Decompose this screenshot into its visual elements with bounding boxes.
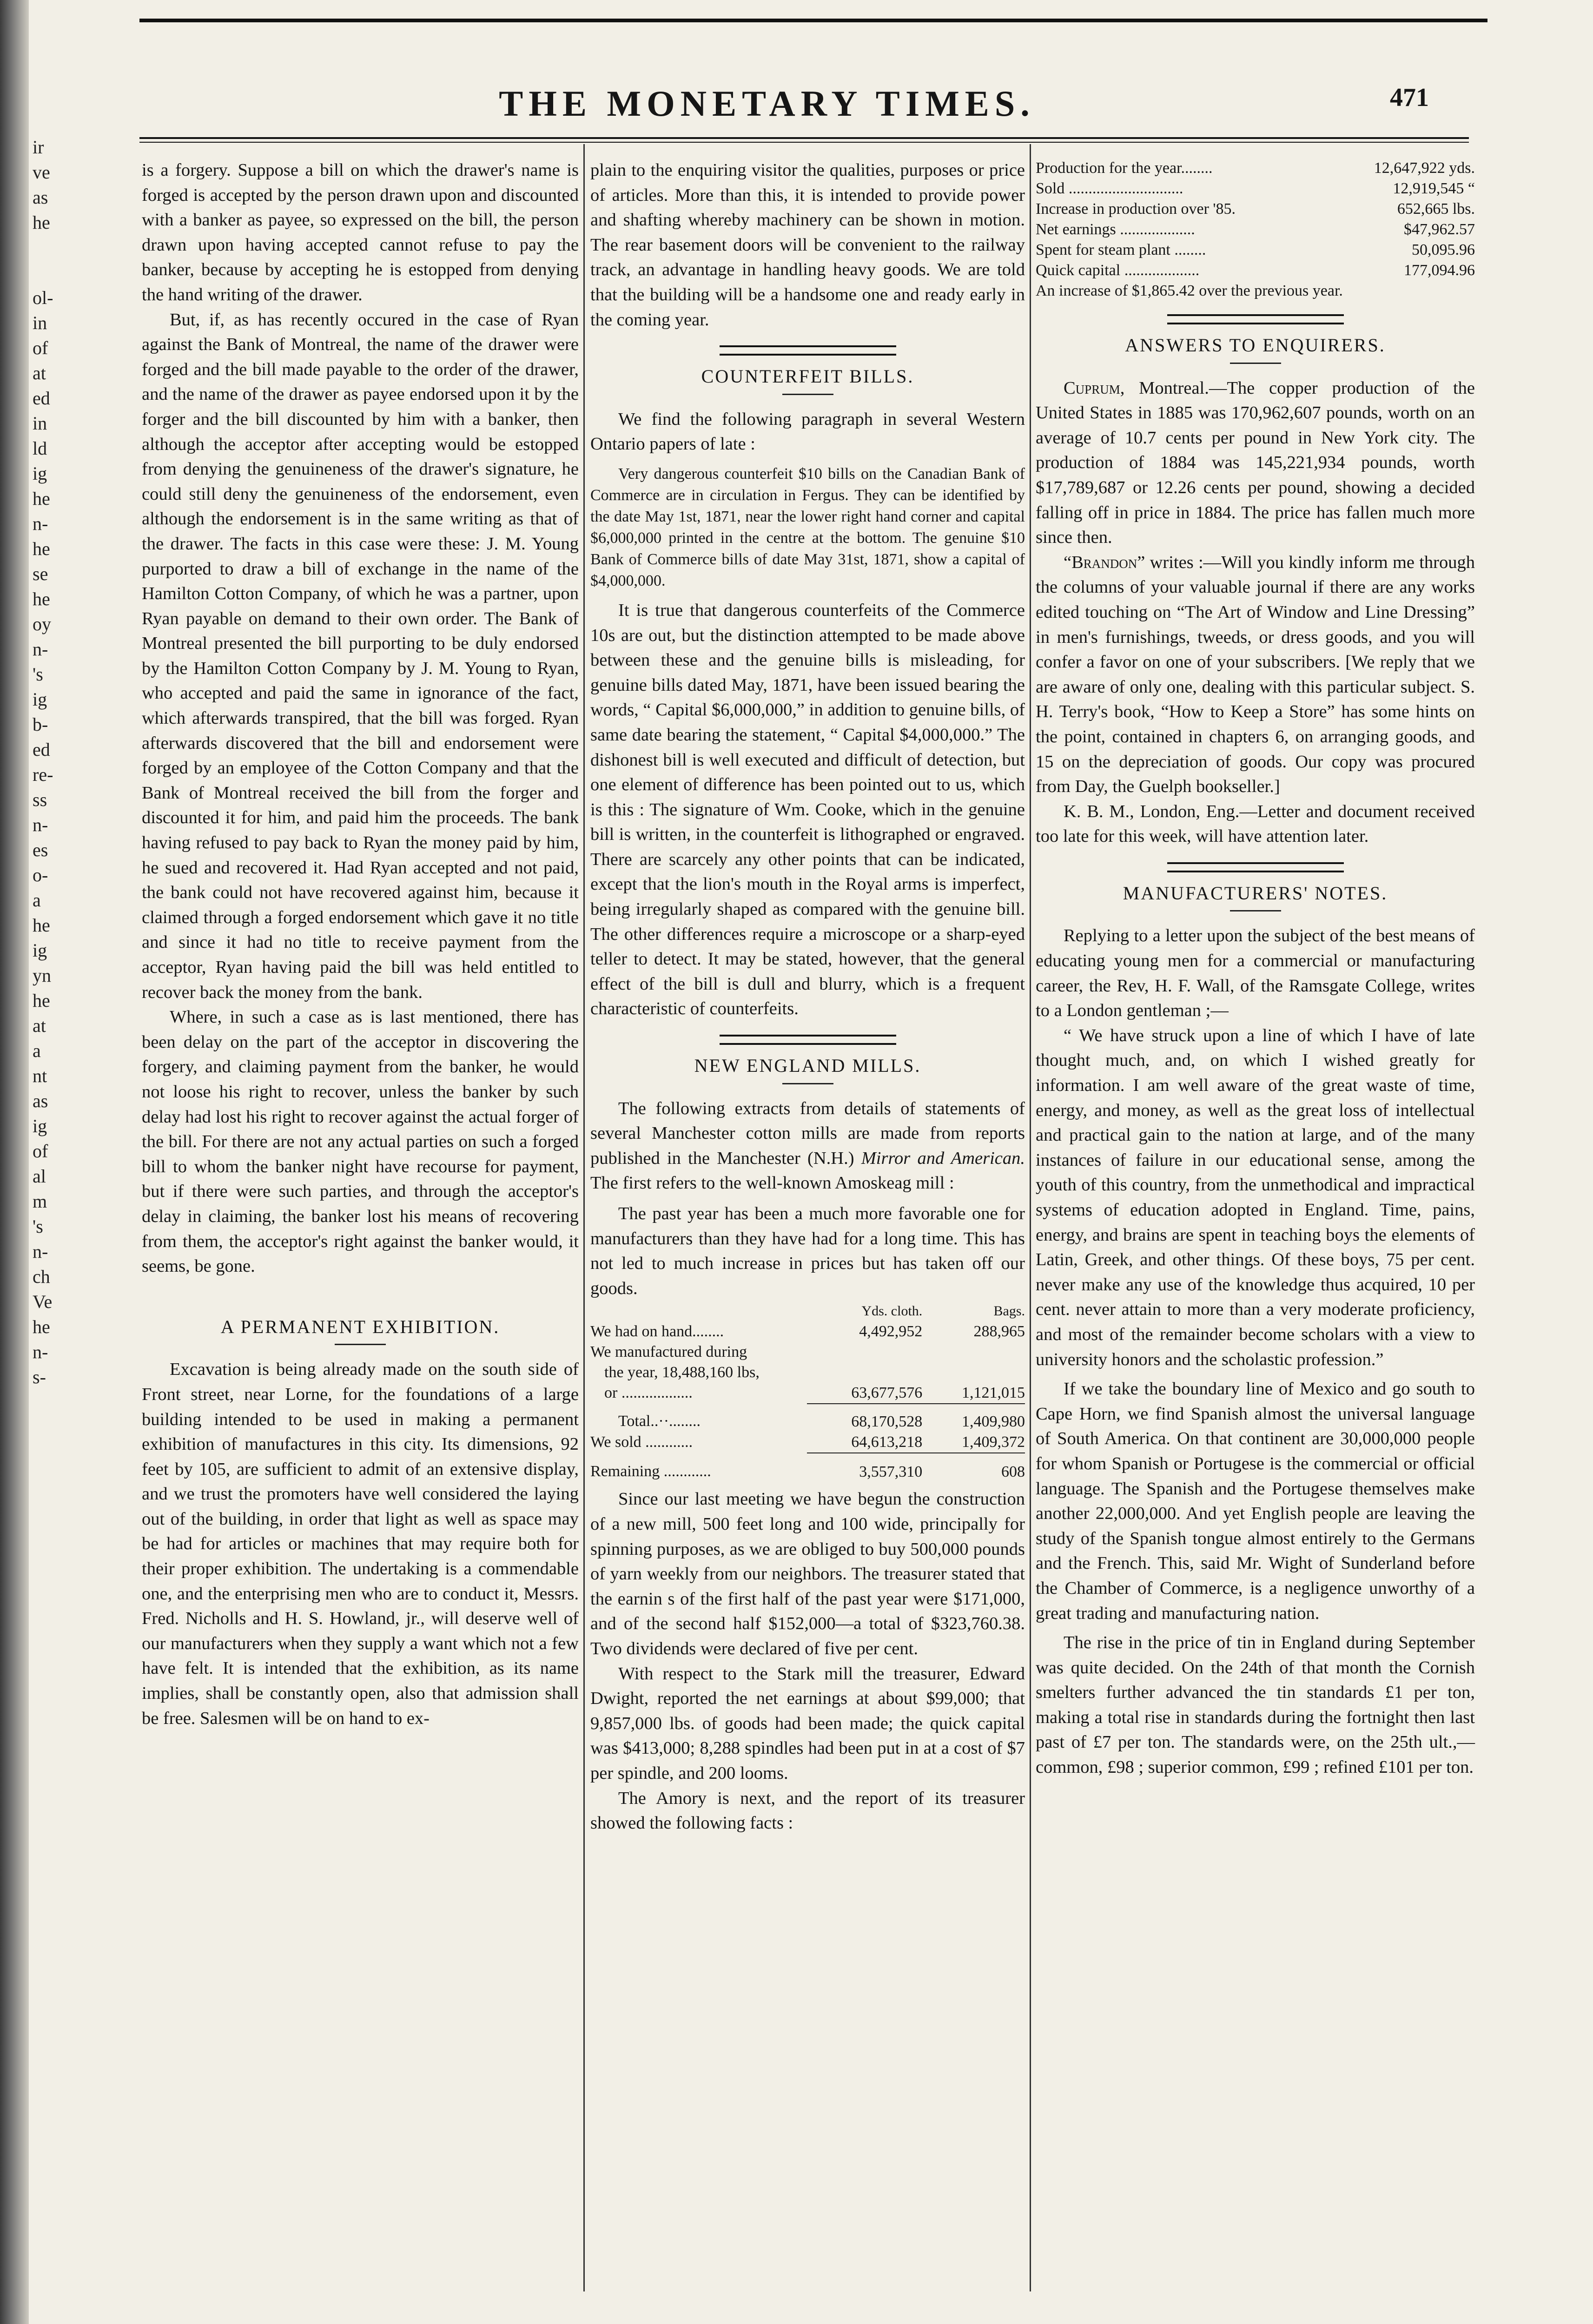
- margin-fragment: ss: [33, 789, 47, 810]
- margin-fragment: he: [33, 1316, 50, 1337]
- margin-fragment: he: [33, 990, 50, 1011]
- amory-statistics: [1036, 158, 1475, 301]
- stat-row: Net earnings ................... $47,962.57: [1036, 221, 1475, 238]
- column-divider-2: [1030, 144, 1031, 2291]
- answer-brandon: “Brandon” writes :—Will you kindly inform me through the columns of your valuable journal if there are any works edited touching on “The Art of Window and Line Dressing” in men's furnishings, tweeds, or dress goods, and you will confer a favor on one of your subscribers. [We reply that we are aware of only one, dealing with this particular subject. S. H. Terry's book, “How to Keep a Store” has some hints on the point, contained in chapters 6, on arranging goods, and 15 on the depreciation of goods. Our copy was procured from Day, the Guelph bookseller.]: [1036, 552, 1475, 797]
- margin-fragment: ed: [33, 739, 50, 760]
- table-row: the year, 18,488,160 lbs,: [604, 1364, 760, 1381]
- top-edge-rule: [139, 19, 1487, 22]
- table-row: or .................. 63,677,576 1,121,015: [604, 1384, 1025, 1402]
- margin-fragment: he: [33, 538, 50, 559]
- column-divider-1: [583, 144, 585, 2291]
- heading-manufacturers-notes: MANUFACTURERS' NOTES.: [1123, 882, 1388, 904]
- margin-fragment: se: [33, 563, 48, 584]
- margin-fragment: at: [33, 363, 46, 383]
- section-double-rule: [720, 1035, 896, 1045]
- heading-counterfeit-bills: COUNTERFEIT BILLS.: [701, 366, 914, 387]
- margin-fragment: a: [33, 1040, 41, 1061]
- exhibition-continued: plain to the enquiring visitor the qualities, purposes or price of articles. More than this, it is intended to provide power and shafting whereby machinery can be shown in motion. The rear basement doors will be convenient to the railway track, an advantage in handling heavy goods. We are told that the building will be a handsome one and ready early in the coming year.: [590, 160, 1025, 330]
- margin-fragment: n-: [33, 513, 48, 534]
- heading-underline: [335, 1344, 386, 1345]
- tin-paragraph: The rise in the price of tin in England during September was quite decided. On the 24th of that month the Cornish smelters further advanced the tin standards £1 per ton, making a total rise in standards during the fortnight then last past of £7 per ton. The standards were, on the 25th ult.,—common, £98 ; superior common, £99 ; refined £101 per ton.: [1036, 1633, 1475, 1777]
- exhibition-paragraph: Excavation is being already made on the south side of Front street, near Lorne, for the foundations of a large building intended to be used in making a permanent exhibition of manufactures in this city. Its dimensions, 92 feet by 105, are sufficient to admit of an extensive display, and we trust the promoters have well considered the laying out of the building, in order that light as well as space may be had for articles or machines that may require both for their proper exhibition. The undertaking is a commendable one, and the enterprising men who are to conduct it, Messrs. Fred. Nicholls and H. S. Howland, jr., will deserve well of our manufacturers when they supply a want which not a few have felt. It is intended that the exhibition, as its name implies, shall be constantly open, also that admission shall be free. Salesmen will be on hand to ex-: [142, 1360, 579, 1728]
- table-row: Total..··........ 68,170,528 1,409,980: [590, 1404, 1025, 1432]
- section-double-rule: [1167, 862, 1344, 872]
- margin-fragment: 's: [33, 664, 43, 685]
- header-rule: [139, 137, 1469, 143]
- heading-underline: [1230, 363, 1281, 364]
- amoskeag-table: [590, 1301, 1025, 1482]
- margin-fragment: oy: [33, 614, 51, 634]
- margin-fragment: ig: [33, 463, 47, 484]
- margin-fragment: s-: [33, 1367, 46, 1387]
- answer-kbm: K. B. M., London, Eng.—Letter and document received too late for this week, will have attention later.: [1036, 801, 1475, 846]
- margin-fragment: n-: [33, 639, 48, 660]
- margin-fragment: ig: [33, 1116, 47, 1136]
- margin-fragment: yn: [33, 965, 51, 986]
- stat-row: Sold ............................. 12,919,545 “: [1036, 180, 1475, 197]
- margin-fragment: nt: [33, 1065, 47, 1086]
- spanish-paragraph: If we take the boundary line of Mexico and go south to Cape Horn, we find Spanish almost the universal language of South America. On that continent are 30,000,000 people for whom Spanish or Portugese is the commercial or official language. The Spanish and the Portugese themselves make another 22,000,000. And yet English people are leaving the study of the Spanish tongue almost entirely to the Germans and the French. This, said Mr. Wight of Sunderland before the Chamber of Commerce, is a negligence unworthy of a great trading and manufacturing nation.: [1036, 1379, 1475, 1623]
- answer-cuprum: Cuprum, Montreal.—The copper production of the United States in 1885 was 170,962,607 pounds, worth on an average of 10.7 cents per pound in New York city. The production of 1884 was 145,221,934 pounds, worth $17,789,687 or 12.26 cents per pound, showing a decided falling off in price in 1884. The price has fallen much more since then.: [1036, 378, 1475, 548]
- heading-underline: [782, 394, 833, 395]
- column-1: [142, 158, 579, 1731]
- margin-fragment: in: [33, 312, 47, 333]
- table-row: Remaining ............ 3,557,310 608: [590, 1453, 1025, 1482]
- margin-fragment: he: [33, 488, 50, 509]
- margin-fragment: ir: [33, 137, 44, 158]
- forgery-paragraph-2: But, if, as has recently occured in the case of Ryan against the Bank of Montreal, the name of the drawer were forged and the bill made payable to the order of the drawer, and the name of the drawer as payee endorsed upon it by the forger and the bill discounted by him with a banker, then although the acceptor after accepting would be estopped from denying the genuineness of the drawer's signature, he could still deny the genuineness of the endorsement, even although the endorsement is in the same writing as that of the drawer. The facts in this case were these: J. M. Young purported to draw a bill of exchange in the name of the Hamilton Cotton Company, of which he was a partner, upon Ryan payable on demand to their own order. The Bank of Montreal presented the bill purporting to be duly endorsed by the Hamilton Cotton Company by J. M. Young to Ryan, who accepted and paid the same in ignorance of the fact, which afterwards transpired, that the bill was forged. Ryan afterwards discovered that the bill and endorsement were forged by an employee of the Cotton Company and that the Bank of Montreal received the bill from the forger and discounted it for him, and paid him the proceeds. The bank having refused to pay back to Ryan the money paid by him, he sued and recovered it. Had Ryan accepted and not paid, the bank could not have recovered against him, because it claimed through a forged endorsement which gave it no title and since it had no title to receive payment from the acceptor, Ryan having paid the bill was held entitled to recover back the money from the bank.: [142, 310, 579, 1002]
- table-row: We had on hand........ 4,492,952 288,965: [590, 1323, 1025, 1340]
- heading-answers-to-enquirers: ANSWERS TO ENQUIRERS.: [1125, 335, 1386, 356]
- heading-new-england-mills: NEW ENGLAND MILLS.: [694, 1055, 921, 1076]
- margin-fragment: 's: [33, 1216, 43, 1237]
- heading-underline: [782, 1083, 833, 1084]
- margin-fragment: a: [33, 890, 41, 911]
- heading-underline: [1230, 910, 1281, 911]
- forgery-paragraph-1: is a forgery. Suppose a bill on which the drawer's name is forged is accepted by the person drawn upon and discounted with a banker as payee, so expressed on the bill, the person drawn upon having accepted cannot refuse to pay the banker, because by accepting he is estopped from denying the hand writing of the drawer.: [142, 160, 579, 304]
- margin-fragment: of: [33, 1141, 48, 1162]
- margin-fragment: b-: [33, 714, 48, 735]
- forgery-paragraph-3: Where, in such a case as is last mentioned, there has been delay on the part of the acceptor in discovering the forgery, and claiming payment from the banker, he would not loose his right to recover, unless the banker by such delay had lost his right to recover against the actual forger of the bill. For there are not any actual parties on such a forged bill to whom the banker night have recourse for payment, but if there were such parties, and through the acceptor's delay in claiming, the banker lost his means of recovering from them, the acceptor's right against the banker would, it seems, be gone.: [142, 1007, 579, 1276]
- column-3: [1036, 158, 1475, 1780]
- table-row: We manufactured during: [590, 1343, 747, 1361]
- margin-fragment: ed: [33, 388, 50, 409]
- margin-fragment: n-: [33, 1341, 48, 1362]
- counterfeit-intro: We find the following paragraph in several Western Ontario papers of late :: [590, 409, 1025, 454]
- margin-fragment: al: [33, 1166, 46, 1187]
- stat-row: Increase in production over '85. 652,665 lbs.: [1036, 200, 1475, 218]
- margin-fragment: ve: [33, 162, 50, 183]
- margin-fragment: n-: [33, 1241, 48, 1262]
- column-2: [590, 158, 1025, 1836]
- margin-fragment: ch: [33, 1266, 50, 1287]
- margin-fragment: at: [33, 1015, 46, 1036]
- stat-row: Quick capital ................... 177,094.96: [1036, 262, 1475, 279]
- margin-fragment: ig: [33, 689, 47, 710]
- page-binding-shadow: [0, 0, 29, 2324]
- table-header-bags: Bags.: [993, 1303, 1025, 1319]
- margin-fragment: as: [33, 1090, 48, 1111]
- counterfeit-paragraph: It is true that dangerous counterfeits of the Commerce 10s are out, but the distinction attempted to be made above between these and the genuine bills is misleading, for genuine bills dated May, 1871, have been issued bearing the words, “ Capital $6,000,000,” in addition to genuine bills, of same date bearing the statement, “ Capital $4,000,000.” The dishonest bill is well executed and difficult of detection, but one element of difference has been pointed out to us, which is this : The signature of Wm. Cooke, which in the genuine bill is written, in the counterfeit is lithographed or engraved. There are scarcely any other points that can be indicated, except that the lion's mouth in the Royal arms is imperfect, being irregularly shaped as compared with the genuine bill. The other differences require a microscope or a sharp-eyed teller to detect. It may be stated, however, that the general effect of the bill is dull and blurry, which is a frequent characteristic of counterfeits.: [590, 600, 1025, 1019]
- mills-intro: The following extracts from details of statements of several Manchester cotton mills are made from reports published in the Manchester (N.H.) Mirror and American. The first refers to the well-known Amoskeag mill :: [590, 1098, 1025, 1193]
- margin-fragment: in: [33, 413, 47, 434]
- margin-fragment: re-: [33, 764, 53, 785]
- margin-fragment: he: [33, 915, 50, 936]
- margin-fragment: o-: [33, 865, 48, 885]
- section-double-rule: [720, 345, 896, 356]
- counterfeit-quote: Very dangerous counterfeit $10 bills on the Canadian Bank of Commerce are in circulation in Fergus. They can be identified by the date May 1st, 1871, near the lower right hand corner and capital $6,000,000 printed in the centre at the bottom. The genuine $10 Bank of Commerce bills of date May 31st, 1871, show a capital of $4,000,000.: [590, 465, 1025, 589]
- stat-note: An increase of $1,865.42 over the previous year.: [1036, 282, 1343, 299]
- manufacturers-quote: “ We have struck upon a line of which I have of late thought much, and, on which I wished greatly for information. I am well aware of the great waste of time, energy, and money, as well as the great loss of intellectual and practical gain to the nation at large, and of the many instances of failure in our educational sense, among the youth of this country, from the unmethodical and impractical systems of education adopted in England. Time, pains, energy, and brains are spent in teaching boys the elements of Latin, Greek, and other things. Of these boys, 75 per cent. never make any use of the knowledge thus acquired, 10 per cent. never attain to more than a very moderate proficiency, and most of the remainder become scholars with a view to university honors and the scholastic profession.”: [1036, 1025, 1475, 1369]
- margin-fragment: n-: [33, 814, 48, 835]
- margin-fragment: he: [33, 588, 50, 609]
- stark-mill-paragraph: With respect to the Stark mill the treasurer, Edward Dwight, reported the net earnings at about $99,000; that 9,857,000 lbs. of goods had been made; the quick capital was $413,000; 8,288 spindles had been put in at a cost of $7 per spindle, and 200 looms.: [590, 1664, 1025, 1783]
- margin-fragment: he: [33, 212, 50, 233]
- page-number: 471: [1390, 83, 1429, 112]
- table-row: We sold ............ 64,613,218 1,409,372: [590, 1433, 1025, 1451]
- mills-paragraph-1: Since our last meeting we have begun the construction of a new mill, 500 feet long and 100 wide, principally for spinning purposes, as we are obliged to buy 500,000 pounds of yarn weekly from our neighbors. The treasurer stated that the earnin s of the first half of the past year were $171,000, and of the second half $152,000—a total of $323,760.38. Two dividends were declared of five per cent.: [590, 1489, 1025, 1658]
- table-header-yds: Yds. cloth.: [861, 1303, 923, 1319]
- masthead: THE MONETARY TIMES.: [499, 83, 1035, 124]
- mills-quote: The past year has been a much more favorable one for manufacturers than they have had for a long time. This has not led to much increase in prices but has taken off our goods.: [590, 1204, 1025, 1298]
- previous-page-margin-fragments: [33, 135, 70, 1390]
- margin-fragment: es: [33, 839, 48, 860]
- stat-row: Spent for steam plant ........ 50,095.96: [1036, 241, 1475, 258]
- stat-row: Production for the year........ 12,647,922 yds.: [1036, 159, 1475, 177]
- margin-fragment: ol-: [33, 287, 53, 308]
- margin-fragment: as: [33, 187, 48, 208]
- margin-fragment: Ve: [33, 1291, 53, 1312]
- heading-permanent-exhibition: A PERMANENT EXHIBITION.: [220, 1316, 500, 1337]
- margin-fragment: [33, 235, 70, 260]
- amory-paragraph: The Amory is next, and the report of its treasurer showed the following facts :: [590, 1788, 1025, 1833]
- margin-fragment: [33, 260, 70, 285]
- margin-fragment: m: [33, 1191, 47, 1212]
- margin-fragment: ig: [33, 940, 47, 961]
- margin-fragment: ld: [33, 438, 47, 459]
- margin-fragment: of: [33, 337, 48, 358]
- manufacturers-paragraph-1: Replying to a letter upon the subject of the best means of educating young men for a commercial or manufacturing career, the Rev, H. F. Wall, of the Ramsgate College, writes to a London gentleman ;—: [1036, 926, 1475, 1021]
- section-double-rule: [1167, 314, 1344, 324]
